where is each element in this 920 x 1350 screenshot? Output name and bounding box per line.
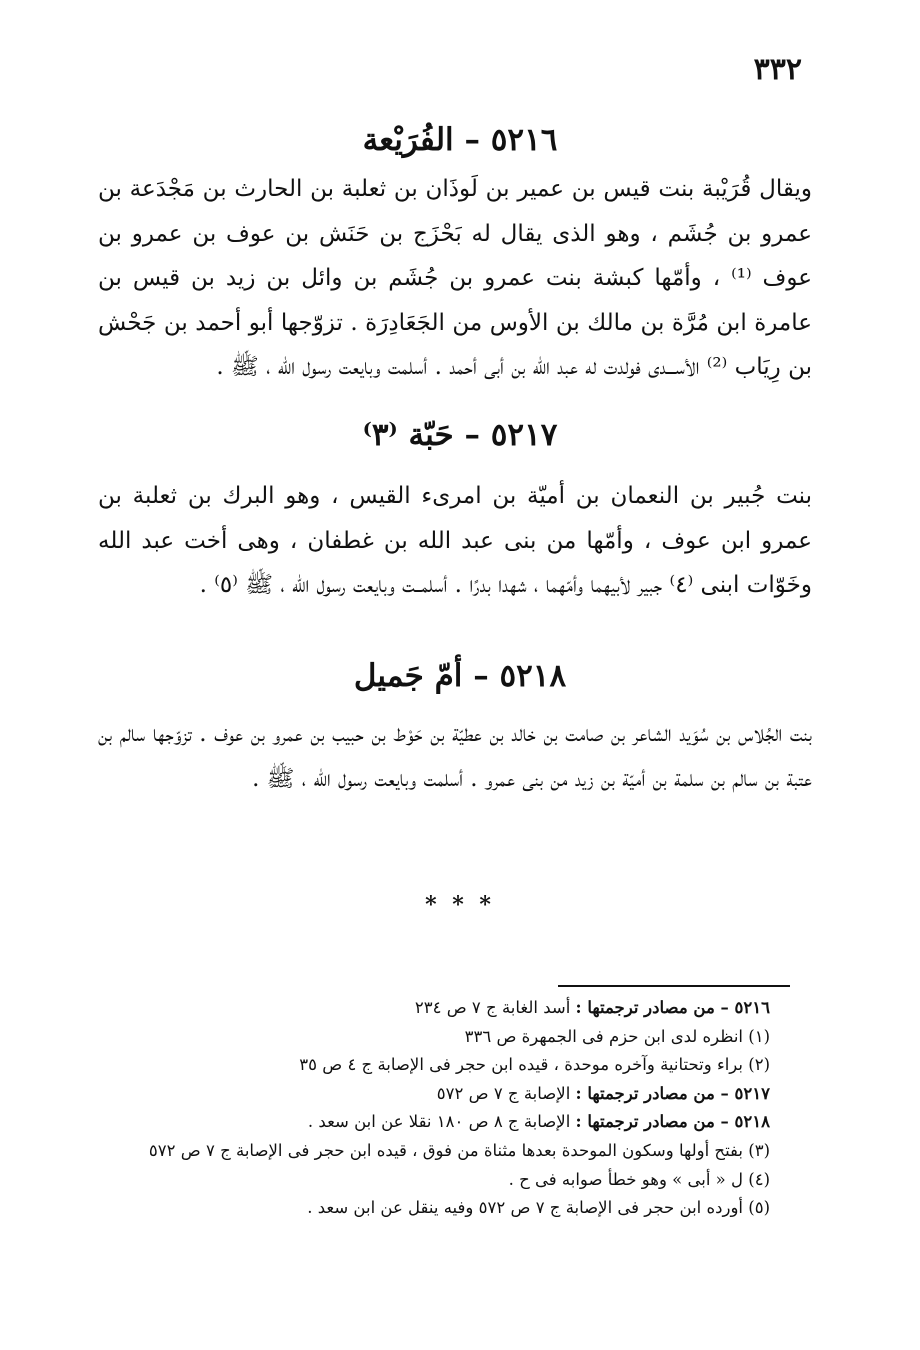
footnote-4 bbox=[90, 1166, 770, 1195]
entry-title-5218: ٥٢١٨ – أمّ جَميل bbox=[353, 658, 567, 694]
footnote-sources-5216 bbox=[90, 994, 770, 1023]
entry-title-5216: ٥٢١٦ – الفُرَيْعة bbox=[362, 122, 558, 158]
footnote-5 bbox=[90, 1194, 770, 1223]
entry-body-5217: بنت جُبير بن النعمان بن أميّة بن امرىء القيس ، وهو البرك بن ثعلبة بن عمرو ابن عوف ، وأمّها من بنى عبد الله بن غطفان ، وهى أخت عبد الله وخَوّات ابنى ⁽٤⁾ جبير لأبيهما وأمّهما ، شهدا بدرًا . أسلمــت وبايعت رسول الله ، ﷺ ⁽٥⁾ . bbox=[98, 483, 812, 599]
footnote-sources-5218 bbox=[90, 1108, 770, 1137]
footnotes bbox=[90, 994, 770, 1223]
footnote-heading: ٥٢١٧ – من مصادر ترجمتها : bbox=[575, 1083, 770, 1103]
footnote-rule bbox=[558, 985, 790, 987]
footnote-heading: ٥٢١٨ – من مصادر ترجمتها : bbox=[575, 1112, 770, 1132]
page-number: ٣٣٢ bbox=[753, 52, 802, 87]
footnote-text: الإصابة ج ٧ ص ٥٧٢ bbox=[436, 1083, 576, 1103]
footnote-1 bbox=[90, 1023, 770, 1052]
section-separator: * * * bbox=[425, 892, 495, 918]
footnote-text: (١) انظره لدى ابن حزم فى الجمهرة ص ٣٣٦ bbox=[464, 1026, 770, 1046]
footnote-heading: ٥٢١٦ – من مصادر ترجمتها : bbox=[575, 998, 770, 1017]
footnote-text: الإصابة ج ٨ ص ١٨٠ نقلا عن ابن سعد . bbox=[307, 1112, 576, 1132]
footnote-text: (٢) براء وتحتانية وآخره موحدة ، قيده ابن حجر فى الإصابة ج ٤ ص ٣٥ bbox=[299, 1055, 770, 1075]
footnote-text: (٤) ل « أبى » وهو خطأ صوابه فى ح . bbox=[508, 1169, 770, 1189]
footnote-text: (٣) بفتح أولها وسكون الموحدة بعدها مثناة من فوق ، قيده ابن حجر فى الإصابة ج ٧ ص ٥٧٢ bbox=[148, 1140, 770, 1160]
footnote-text: أسد الغابة ج ٧ ص ٢٣٤ bbox=[414, 998, 576, 1017]
entry-body-5218: بنت الجُلاس بن سُوَيد الشاعر بن صامت بن خالد بن عطيّة بن حَوْط بن حبيب بن عمرو بن عوف . تزوّجها سالم بن عتبة بن سالم بن سلمة بن أميّة بن زيد من بنى عمرو . أسلمت وبايعت رسول الله ، ﷺ . bbox=[98, 721, 812, 792]
entry-body-5216: ويقال قُرَيْبة بنت قيس بن عمير بن لَوذَان بن ثعلبة بن الحارث بن مَجْدَعة بن عمرو بن جُشَم ، وهو الذى يقال له بَحْزَج بن حَنَش بن عوف بن عمرو بن عوف ⁽¹⁾ ، وأمّها كبشة بنت عمرو بن جُشَم بن وائل بن زيد بن قيس بن عامرة ابن مُرَّة بن مالك بن الأوس من الجَعَادِرَة . تزوّجها أبو أحمد بن جَحْش بن رِيَاب ⁽²⁾ الأســـدى فولدت له عبد الله بن أبى أحمد . أسلمت وبايعت رسول الله ، ﷺ . bbox=[98, 176, 812, 381]
footnote-sources-5217 bbox=[90, 1080, 770, 1109]
footnote-3 bbox=[90, 1137, 770, 1166]
footnote-text: (٥) أورده ابن حجر فى الإصابة ج ٧ ص ٥٧٢ وفيه ينقل عن ابن سعد . bbox=[307, 1198, 770, 1218]
footnote-2 bbox=[90, 1051, 770, 1080]
entry-title-5217: ٥٢١٧ – حَبّة ⁽٣⁾ bbox=[362, 417, 558, 453]
